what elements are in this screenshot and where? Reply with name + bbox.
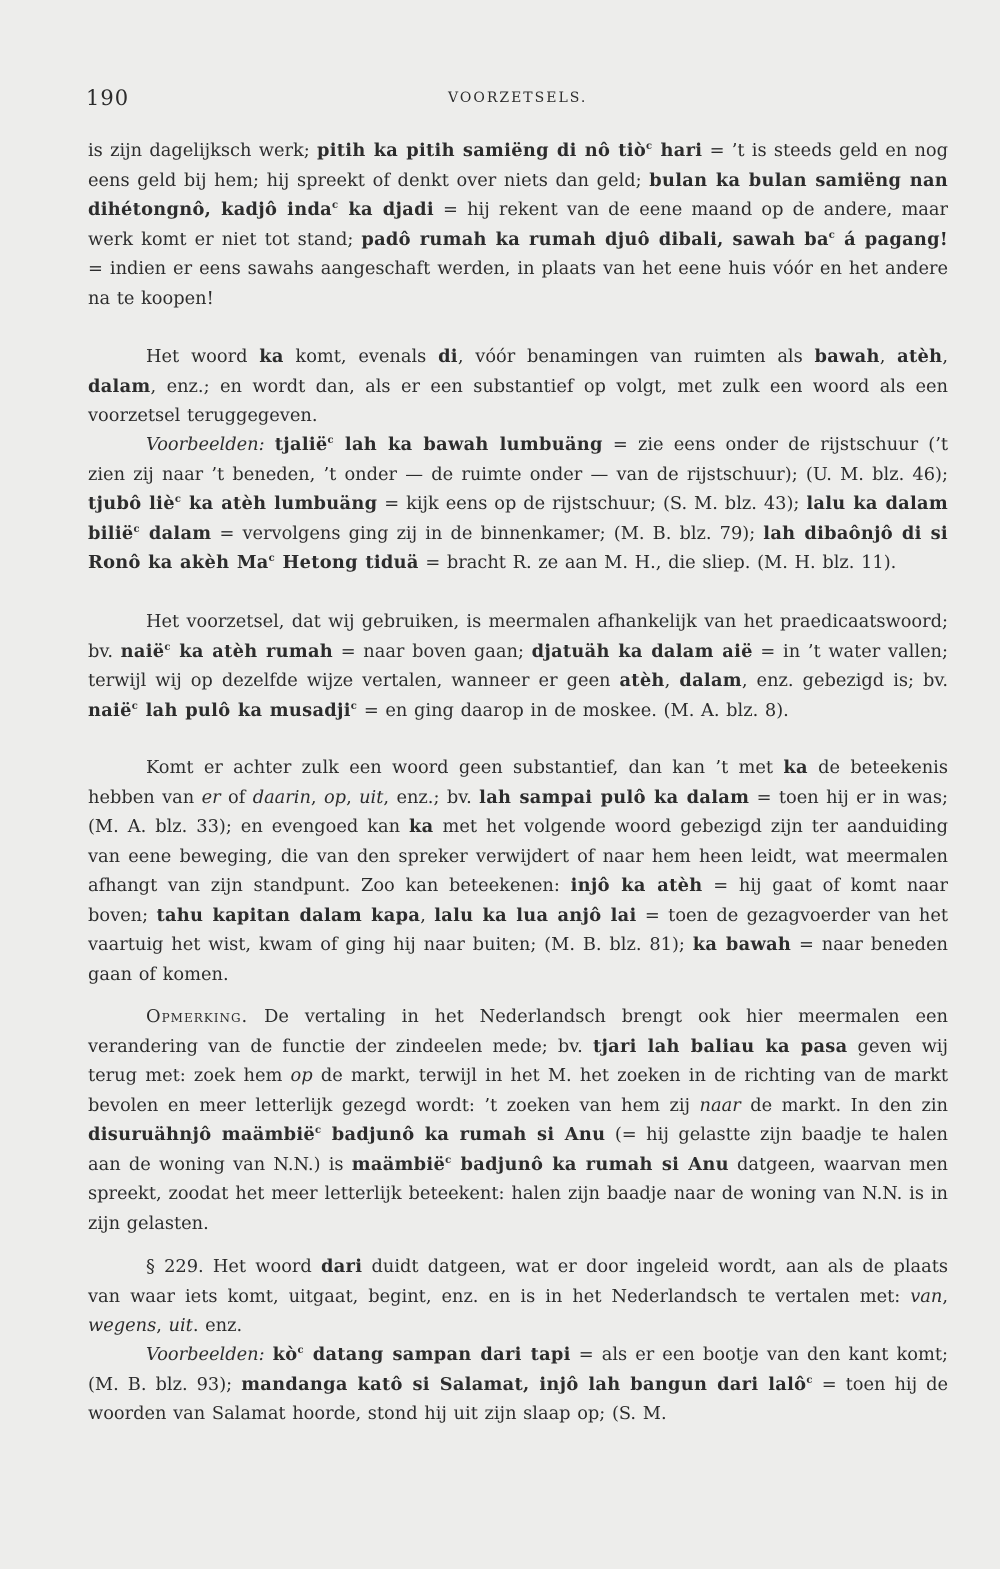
paragraph-opmerking: Opmerking. De vertaling in het Nederlandsch brengt ook hier meermalen een verandering van de functie der zindeelen mede; bv. tjari lah baliau ka pasa geven wij terug met: zoek hem op de markt, terwijl in het M. het zoeken in de richting van de markt bevolen en meer letterlijk gezegd wordt: ’t zoeken van hem zij naar de markt. In den zin disuruähnjô maämbië$^c$ badjunô ka rumah si Anu (= hij gelastte zijn baadje te halen aan de woning van N.N.) is maämbië$^c$ badjunô ka rumah si Anu datgeen, waarvan men spreekt, zoodat het meer letterlijk beteekent: halen zijn baadje naar de woning van N.N. is in zijn gelasten. (88, 1006, 949, 1234)
running-head: VOORZETSELS. (448, 90, 588, 106)
paragraph-continuation: is zijn dagelijksch werk; pitih ka pitih samiëng di nô tiò$^c$ hari = ’t is steeds geld en nog eens geld bij hem; hij spreekt of denkt over niets dan geld; bulan ka bulan samiëng nan dihétongnô, kadjô inda$^c$ ka djadi = hij rekent van de eene maand op de andere, maar werk komt er niet tot stand; padô rumah ka rumah djuô dibali, sawah $ba^c$ á pagang! = indien er eens sawahs aangeschaft werden, in plaats van het eene huis vóór en het andere na te koopen! (88, 140, 949, 309)
page-number: 190 (86, 86, 130, 110)
page-header (86, 86, 948, 116)
paragraph-examples-dari: Voorbeelden: $kò^c$ datang sampan dari tapi = als er een bootje van den kant komt; (M. B. blz. 93); mandanga katô si Salamat, injô lah bangun dari lalô$^c$ = toen hij de woorden van Salamat hoorde, stond hij uit zijn slaap op; (S. M. (88, 1344, 948, 1424)
paragraph-examples-ka: Voorbeelden: tjalië$^c$ lah ka bawah lumbuäng = zie eens onder de rijstschuur (’t zien zij naar ’t beneden, ’t onder — de ruimte onder — van de rijstschuur); (U. M. blz. 46); tjubô liè$^c$ ka atèh lumbuäng = kijk eens op de rijstschuur; (S. M. blz. 43); lalu ka dalam bilië$^c$ dalam = vervolgens ging zij in de binnenkamer; (M. B. blz. 79); lah dibaônjô di si Ronô ka akèh Ma$^c$ Hetong tiduä = bracht R. ze aan M. H., die sliep. (M. H. blz. 11). (88, 434, 949, 573)
paragraph-ka-spatial: Het woord ka komt, evenals di, vóór benamingen van ruimten als bawah, atèh, dalam, enz.; en wordt dan, als er een substantief op volgt, met zulk een woord als een voorzetsel teruggegeven. (88, 346, 948, 426)
paragraph-praedicaat: Het voorzetsel, dat wij gebruiken, is meermalen afhankelijk van het praedicaatswoord; bv. naië$^c$ ka atèh rumah = naar boven gaan; djatuäh ka dalam aië = in ’t water vallen; terwijl wij op dezelfde wijze vertalen, wanneer er geen atèh, dalam, enz. gebezigd is; bv. naië$^c$ lah pulô ka musadji$^c$ = en ging daarop in de moskee. (M. A. blz. 8). (88, 611, 948, 721)
paragraph-section-229: § 229. Het woord dari duidt datgeen, wat er door ingeleid wordt, aan als de plaats van waar iets komt, uitgaat, begint, enz. en is in het Nederlandsch te vertalen met: van, wegens, uit. enz. (88, 1256, 948, 1336)
paragraph-no-substantive: Komt er achter zulk een woord geen substantief, dan kan ’t met ka de beteekenis hebben van er of daarin, op, uit, enz.; bv. lah sampai pulô ka dalam = toen hij er in was; (M. A. blz. 33); en evengoed kan ka met het volgende woord gebezigd zijn ter aanduiding van eene beweging, die van den spreker verwijdert of naar hem heen leidt, wat meermalen afhangt van zijn standpunt. Zoo kan beteekenen: injô ka atèh = hij gaat of komt naar boven; tahu kapitan dalam kapa, lalu ka lua anjô lai = toen de gezagvoerder van het vaartuig het wist, kwam of ging hij naar buiten; (M. B. blz. 81); ka bawah = naar beneden gaan of komen. (88, 757, 949, 985)
